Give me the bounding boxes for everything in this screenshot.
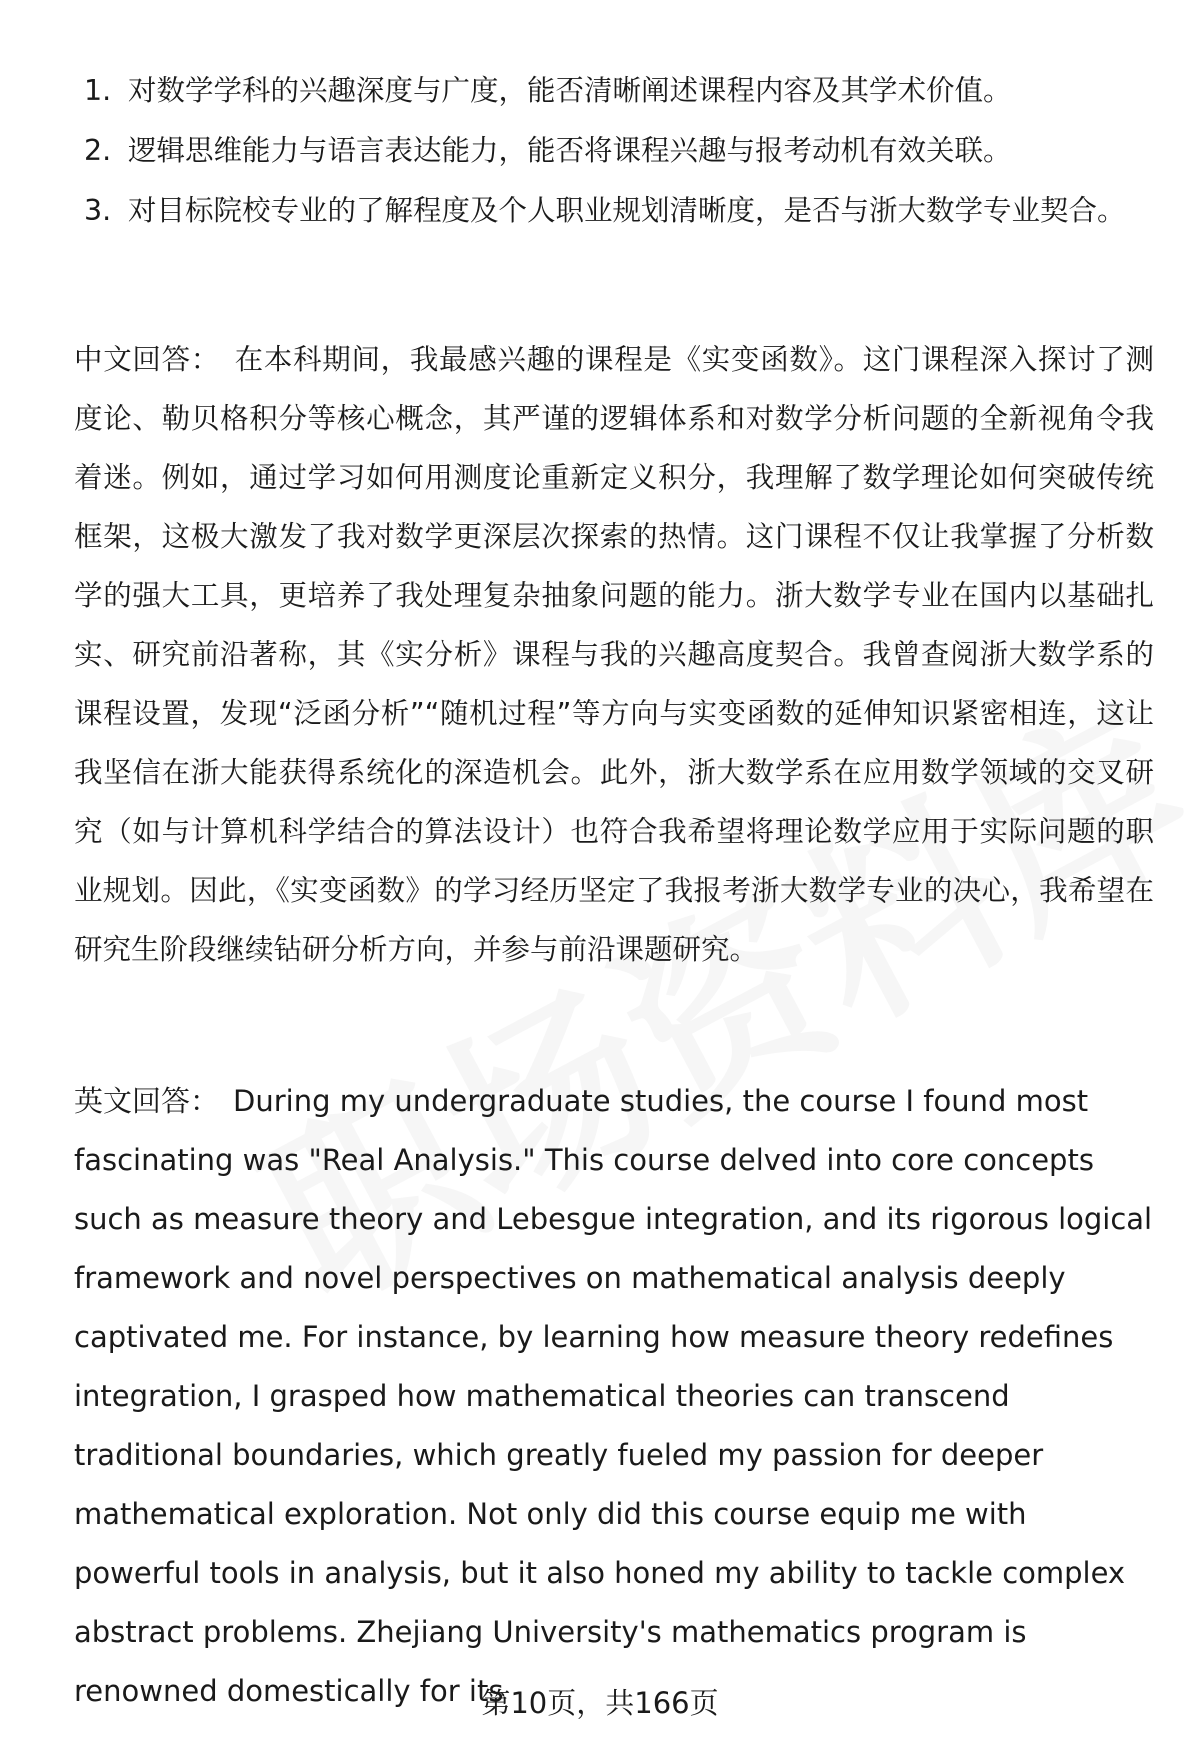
criteria-number: 1.	[84, 74, 112, 107]
criteria-item	[84, 62, 1134, 120]
criteria-number: 3.	[84, 194, 112, 227]
english-answer-text: During my undergraduate studies, the course I found most fascinating was "Real Analysis." This course delved into core concepts such as measure theory and Lebesgue integration, and its rigorous logical framework and novel perspectives on mathematical analysis deeply captivated me. For instance, by learning how measure theory redefines integration, I grasped how mathematical theories can transcend traditional boundaries, which greatly fueled my passion for deeper mathematical exploration. Not only did this course equip me with powerful tools in analysis, but it also honed my ability to tackle complex abstract problems. Zhejiang University's mathematics program is renowned domestically for its	[74, 1084, 1153, 1708]
english-answer-label: 英文回答：	[74, 1084, 220, 1118]
chinese-answer-text: 在本科期间，我最感兴趣的课程是《实变函数》。这门课程深入探讨了测度论、勒贝格积分等核心概念，其严谨的逻辑体系和对数学分析问题的全新视角令我着迷。例如，通过学习如何用测度论重新定义积分，我理解了数学理论如何突破传统框架，这极大激发了我对数学更深层次探索的热情。这门课程不仅让我掌握了分析数学的强大工具，更培养了我处理复杂抽象问题的能力。浙大数学专业在国内以基础扎实、研究前沿著称，其《实分析》课程与我的兴趣高度契合。我曾查阅浙大数学系的课程设置，发现“泛函分析”“随机过程”等方向与实变函数的延伸知识紧密相连，这让我坚信在浙大能获得系统化的深造机会。此外，浙大数学系在应用数学领域的交叉研究（如与计算机科学结合的算法设计）也符合我希望将理论数学应用于实际问题的职业规划。因此，《实变函数》的学习经历坚定了我报考浙大数学专业的决心，我希望在研究生阶段继续钻研分析方向，并参与前沿课题研究。	[74, 343, 1154, 966]
page-number-footer: 第10页，共166页	[481, 1686, 719, 1720]
criteria-item	[84, 122, 1134, 180]
criteria-list	[84, 62, 1134, 242]
criteria-text: 对数学学科的兴趣深度与广度，能否清晰阐述课程内容及其学术价值。	[128, 74, 1012, 107]
english-answer-paragraph	[74, 1072, 1154, 1721]
chinese-answer-paragraph	[74, 330, 1154, 979]
criteria-text: 对目标院校专业的了解程度及个人职业规划清晰度，是否与浙大数学专业契合。	[128, 194, 1126, 227]
criteria-item	[84, 182, 1134, 240]
criteria-number: 2.	[84, 134, 112, 167]
chinese-answer-label: 中文回答：	[74, 343, 220, 376]
criteria-text: 逻辑思维能力与语言表达能力，能否将课程兴趣与报考动机有效关联。	[128, 134, 1012, 167]
